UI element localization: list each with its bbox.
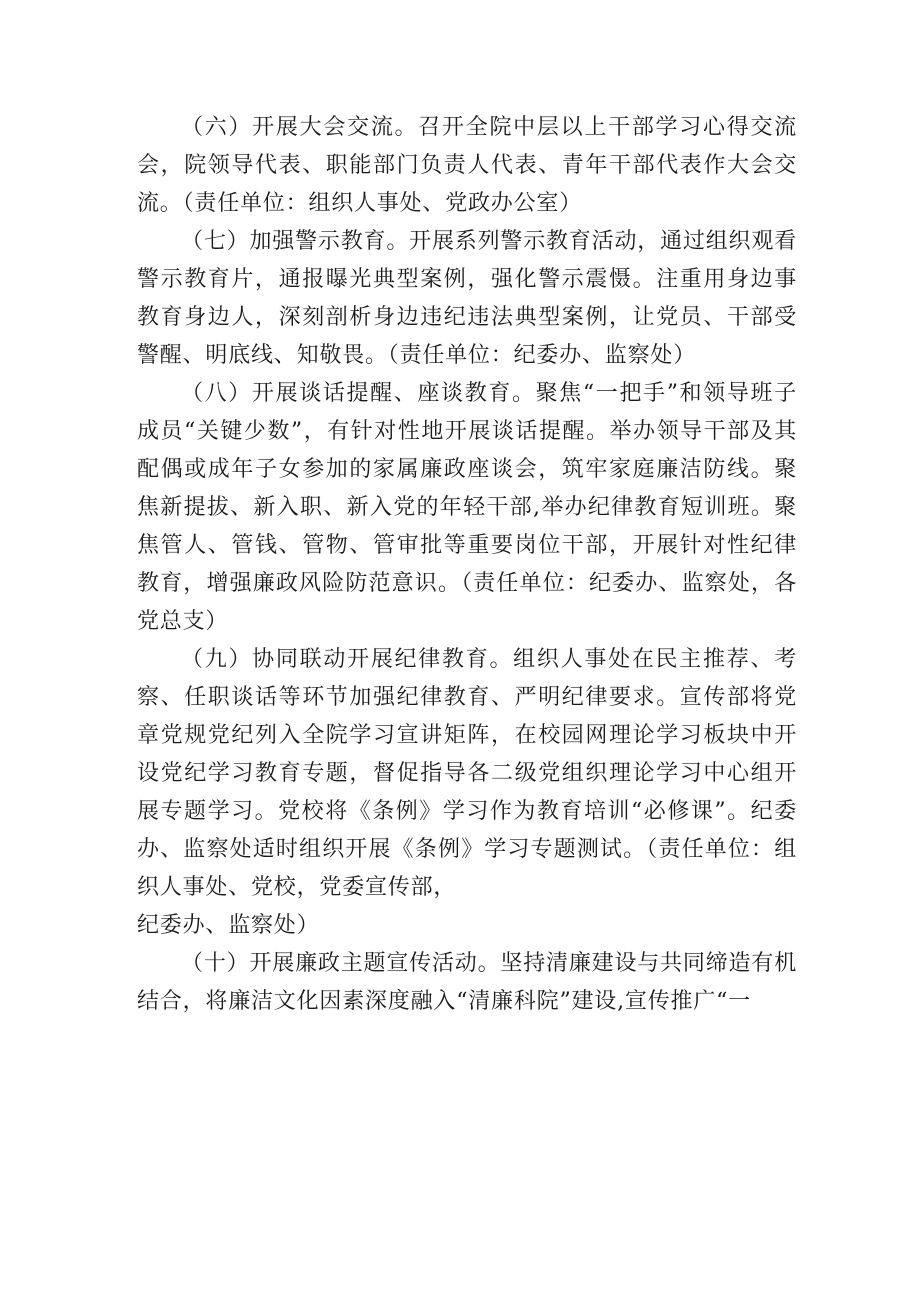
- paragraph-9-continuation: 纪委办、监察处）: [137, 913, 320, 938]
- document-body: [137, 109, 797, 1021]
- paragraph-6: （六）开展大会交流。召开全院中层以上干部学习心得交流会，院领导代表、职能部门负责人代表、青年干部代表作大会交流。（责任单位：组织人事处、党政办公室）: [137, 115, 797, 216]
- paragraph-10: （十）开展廉政主题宣传活动。坚持清廉建设与共同缔造有机结合，将廉洁文化因素深度融入“清廉科院”建设,宣传推广“一: [137, 951, 797, 1014]
- paragraph-7: （七）加强警示教育。开展系列警示教育活动，通过组织观看警示教育片，通报曝光典型案例，强化警示震慑。注重用身边事教育身边人，深刻剖析身边违纪违法典型案例，让党员、干部受警醒、明底线、知敬畏。（责任单位：纪委办、监察处）: [137, 229, 797, 368]
- paragraph-8: （八）开展谈话提醒、座谈教育。聚焦“一把手”和领导班子成员“关键少数”，有针对性地开展谈话提醒。举办领导干部及其配偶或成年子女参加的家属廉政座谈会，筑牢家庭廉洁防线。聚焦新提拔、新入职、新入党的年轻干部,举办纪律教育短训班。聚焦管人、管钱、管物、管审批等重要岗位干部，开展针对性纪律教育，增强廉政风险防范意识。（责任单位：纪委办、监察处，各党总支）: [137, 381, 797, 634]
- paragraph-9: （九）协同联动开展纪律教育。组织人事处在民主推荐、考察、任职谈话等环节加强纪律教育、严明纪律要求。宣传部将党章党规党纪列入全院学习宣讲矩阵，在校园网理论学习板块中开设党纪学习教育专题，督促指导各二级党组织理论学习中心组开展专题学习。党校将《条例》学习作为教育培训“必修课”。纪委办、监察处适时组织开展《条例》学习专题测试。（责任单位：组织人事处、党校，党委宣传部，: [137, 647, 797, 900]
